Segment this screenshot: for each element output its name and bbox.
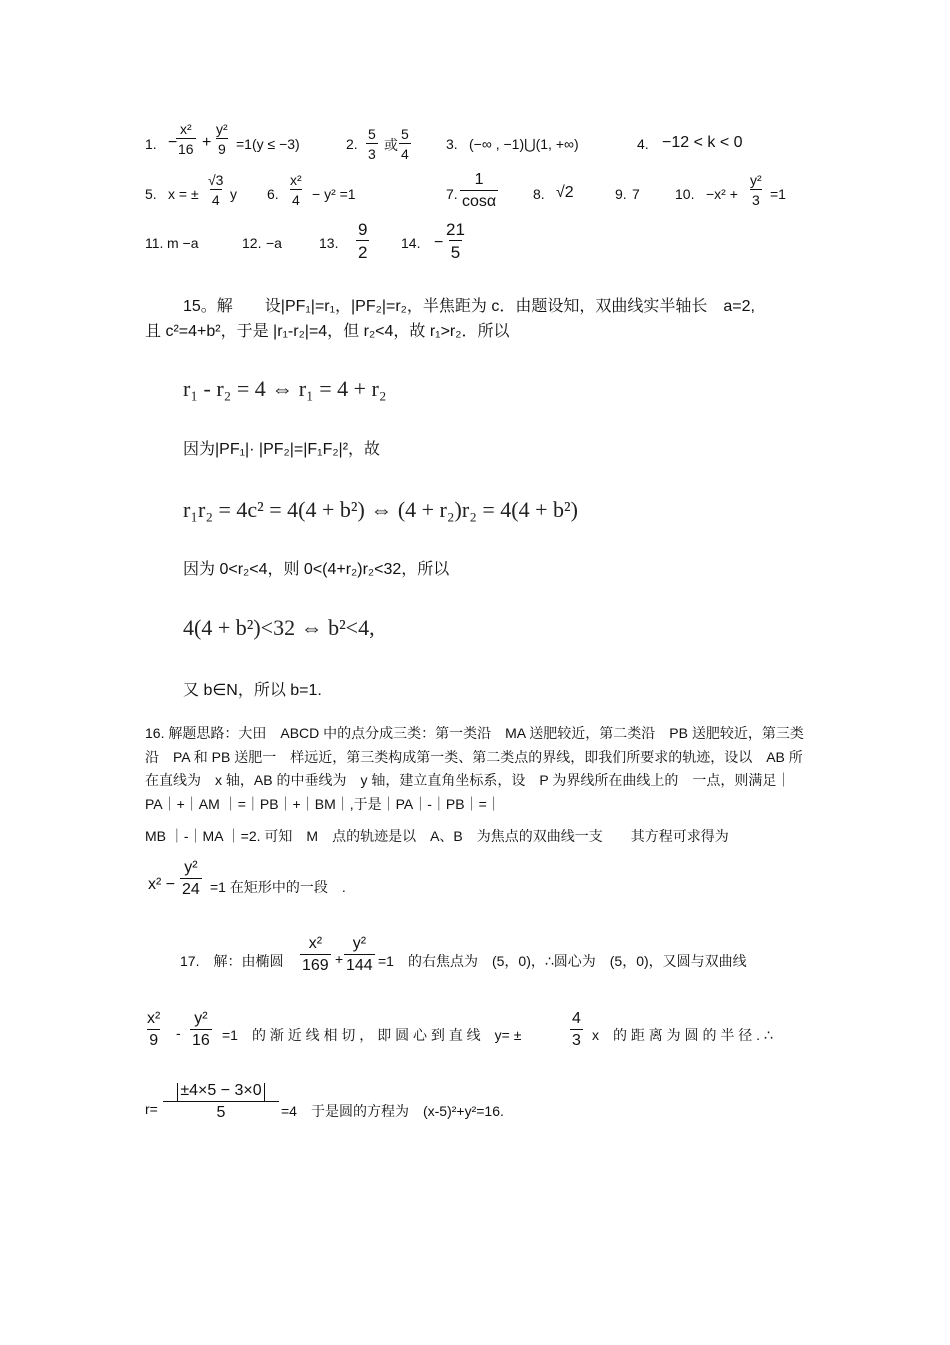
equation-lhs: x² −: [148, 876, 176, 893]
fraction: [180, 860, 202, 898]
radius-lhs: r=: [145, 1101, 158, 1117]
answer-number: 8.: [533, 186, 545, 202]
denominator: 2: [356, 240, 369, 261]
numerator: 5: [401, 126, 409, 142]
plus-sign: +: [202, 134, 212, 151]
lhs: x = ±: [168, 186, 199, 202]
answer-number: 7.: [446, 186, 458, 202]
solution-lead: 17. 解：由椭圆: [180, 953, 284, 969]
solution-text: =4 于是圆的方程为 (x-5)²+y²=16.: [281, 1103, 504, 1119]
denominator: 16: [176, 138, 196, 156]
lhs: −x² +: [706, 186, 738, 202]
solution-line: 因为|PF₁|· |PF₂|=|F₁F₂|²，故: [183, 441, 381, 458]
denominator: 5: [449, 240, 462, 261]
denominator: 4: [210, 189, 222, 207]
fraction: [399, 127, 411, 161]
denominator: 9: [216, 138, 228, 156]
answer-text: m −a: [167, 235, 199, 251]
denominator: 3: [366, 143, 378, 161]
formula: r₁ - r₂ = 4 ⇔ r₁ = 4 + r₂: [183, 376, 387, 401]
denominator: 4: [290, 189, 302, 207]
fraction: [748, 173, 764, 207]
solution-text: =1 的右焦点为 (5，0)，∴圆心为 (5，0)，又圆与双曲线: [378, 953, 747, 969]
denominator: 169: [300, 954, 331, 974]
denominator: 24: [180, 878, 202, 898]
fraction: [356, 221, 369, 261]
denominator: cosα: [460, 190, 498, 210]
solution-line: 15。解 设|PF₁|=r₁，|PF₂|=r₂，半焦距为 c．由题设知，双曲线实半轴长 a=2,: [183, 298, 755, 315]
fraction: [145, 1011, 162, 1049]
denominator: 5: [163, 1101, 279, 1121]
formula: 4(4 + b²)<32 ⇔ b²<4,: [183, 615, 375, 640]
fraction: [300, 936, 331, 974]
answer-number: 11.: [145, 235, 164, 251]
fraction: [206, 173, 225, 207]
answer-number: 9.: [615, 186, 627, 202]
tail: =1: [770, 186, 786, 202]
solution-line: 因为 0<r₂<4，则 0<(4+r₂)r₂<32，所以: [183, 561, 450, 578]
solution-line: 且 c²=4+b²，于是 |r₁-r₂|=4，但 r₂<4，故 r₁>r₂．所以: [145, 323, 510, 340]
answer-number: 3.: [446, 136, 458, 152]
denominator: 144: [344, 954, 375, 974]
fraction: [444, 221, 467, 261]
answer-number: 2.: [346, 136, 358, 152]
numerator: ±4×5 − 3×0: [177, 1083, 264, 1101]
numerator: x²: [179, 121, 192, 137]
answer-number: 1.: [145, 136, 157, 152]
solution-line: 又 b∈N，所以 b=1.: [183, 682, 322, 699]
numerator: x²: [290, 172, 302, 188]
answer-number: 5.: [145, 186, 157, 202]
numerator: 5: [368, 126, 376, 142]
or-word: 或: [384, 137, 398, 153]
numerator: y²: [750, 172, 762, 188]
numerator: 21: [446, 220, 465, 239]
equation-tail: =1 在矩形中的一段 .: [210, 879, 346, 895]
formula: r₁r₂ = 4c² = 4(4 + b²) ⇔ (4 + r₂)r₂ = 4(4 + b²): [183, 497, 578, 522]
fraction: [288, 173, 304, 207]
answer-number: 13.: [319, 235, 339, 251]
answer-text: (−∞ , −1)⋃(1, +∞): [469, 136, 579, 152]
fraction: [190, 1011, 212, 1049]
answer-number: 4.: [637, 136, 649, 152]
plus-sign: +: [335, 951, 344, 967]
denominator: 16: [190, 1029, 212, 1049]
minus-sign: −: [168, 134, 178, 151]
numerator: x²: [147, 1010, 161, 1027]
numerator: y²: [184, 859, 198, 876]
minus-sign: −: [434, 234, 444, 251]
fraction: [214, 122, 230, 156]
solution-line: MB ｜-｜MA ｜=2. 可知 M 点的轨迹是以 A、B 为焦点的双曲线一支 其方程可求得为: [145, 828, 729, 844]
answer-text: 7: [632, 186, 640, 202]
solution-text: =1 的 渐 近 线 相 切 ， 即 圆 心 到 直 线 y= ±: [222, 1027, 522, 1043]
minus-sign: -: [176, 1025, 181, 1041]
fraction: [176, 122, 196, 156]
numerator: y²: [216, 121, 228, 137]
denominator: 4: [399, 143, 411, 161]
solution-text: x 的 距 离 为 圆 的 半 径 . ∴: [592, 1027, 773, 1043]
numerator: 9: [358, 220, 368, 239]
equation-tail: =1(y ≤ −3): [236, 136, 300, 152]
answer-number: 10.: [675, 186, 695, 202]
tail: y: [230, 186, 237, 202]
answer-number: 12.: [242, 235, 262, 251]
numerator: √3: [208, 172, 224, 188]
answer-number: 14.: [401, 235, 421, 251]
fraction: [344, 936, 375, 974]
fraction: [570, 1011, 583, 1049]
answer-text: −12 < k < 0: [662, 134, 743, 151]
fraction: [366, 127, 378, 161]
denominator: 3: [570, 1029, 583, 1049]
answer-number: 6.: [267, 186, 279, 202]
solution-paragraph: 16. 解题思路：大田 ABCD 中的点分成三类：第一类沿 MA 送肥较近，第二类沿 PB 送肥较近，第三类沿 PA 和 PB 送肥一 样远近，第三类构成第一类、第二类点的界线，即我们所要求的轨迹，设以 AB 所在直线为 x 轴，AB 的中垂线为 y 轴，建立直角坐标系，设 P 为界线所在曲线上的 一点，则满足｜ PA｜+｜AM ｜=｜PB｜+｜BM｜,于是｜PA｜-｜PB｜=｜: [145, 725, 805, 812]
fraction: [460, 172, 498, 210]
numerator: x²: [308, 935, 323, 952]
numerator: 4: [572, 1010, 581, 1027]
denominator: 3: [750, 189, 762, 207]
fraction: [163, 1083, 279, 1121]
numerator: y²: [352, 935, 367, 952]
numerator: y²: [194, 1010, 208, 1027]
denominator: 9: [147, 1029, 160, 1049]
answer-text: √2: [556, 184, 574, 201]
answer-text: −a: [266, 235, 282, 251]
tail: − y² =1: [312, 186, 356, 202]
numerator: 1: [474, 171, 484, 188]
